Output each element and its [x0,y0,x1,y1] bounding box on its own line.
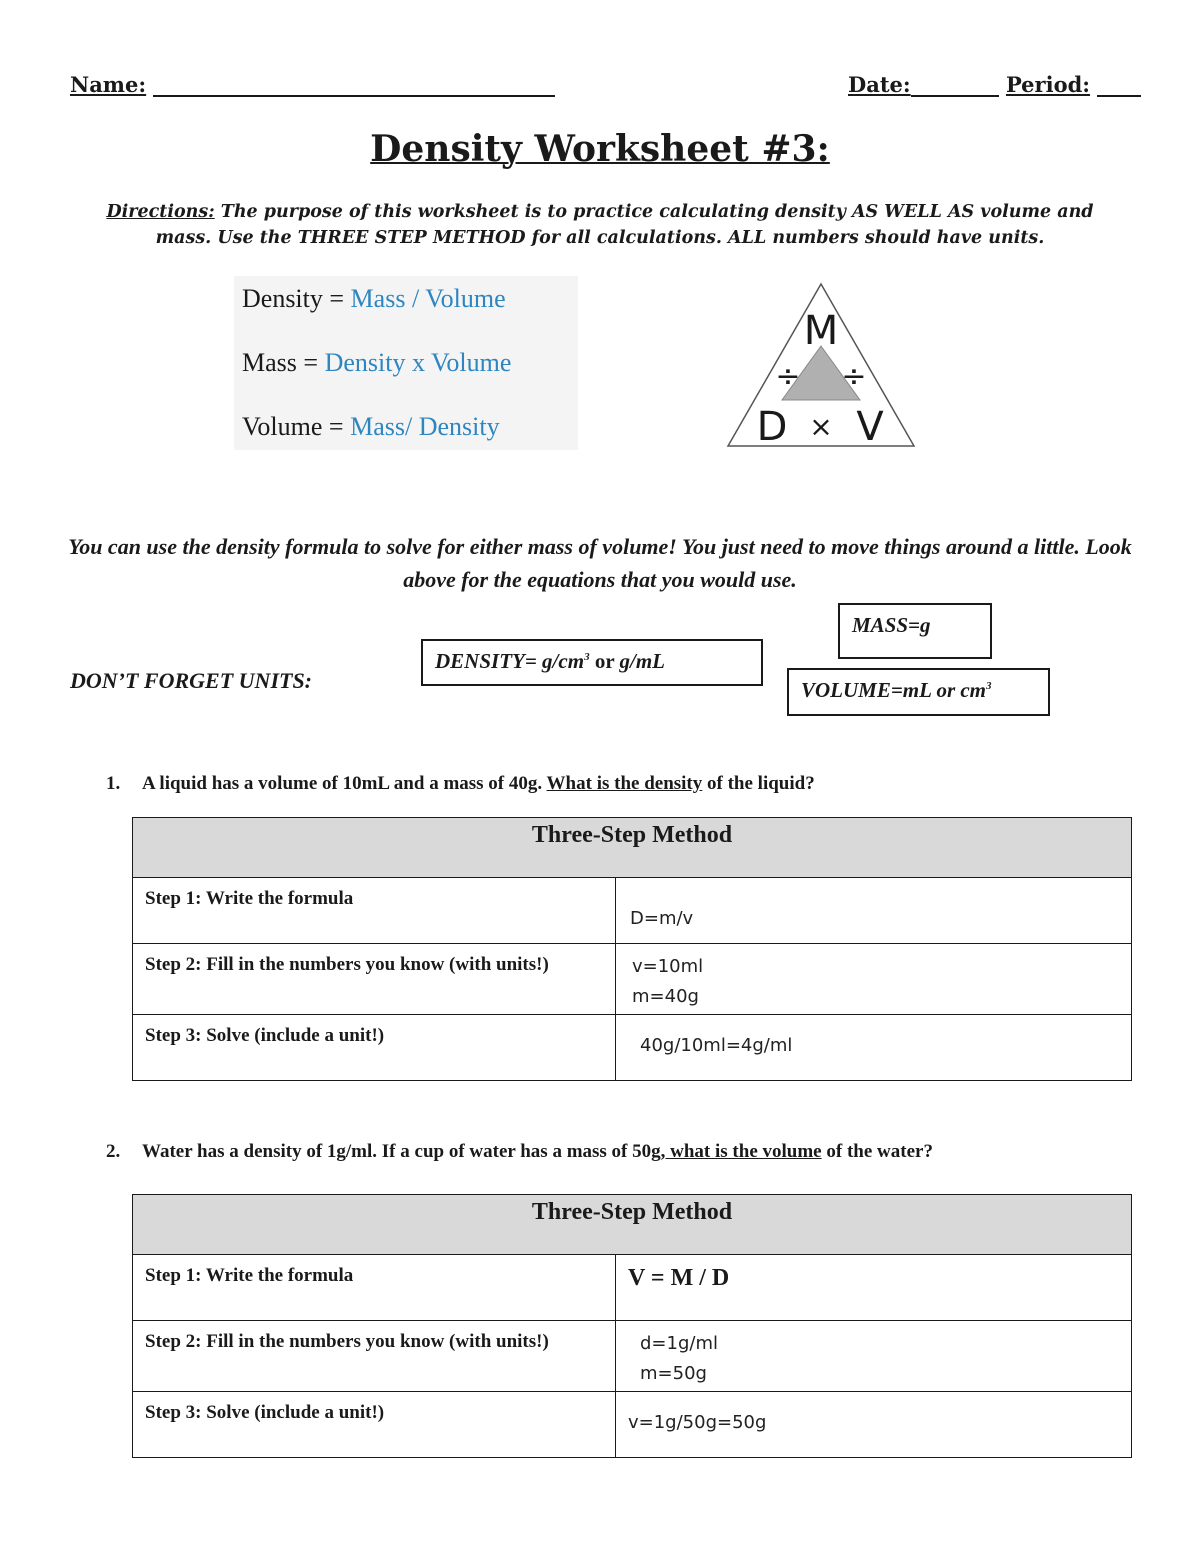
name-field [70,72,555,97]
density-formula-rhs: Mass / Volume [350,284,506,313]
volume-formula [242,412,500,442]
step-1-label: Step 1: Write the formula [133,1255,616,1321]
step-1-answer[interactable]: D=m/v [616,878,1132,944]
question-1-emphasis: What is the density [546,773,703,794]
volume-units-box [787,668,1050,716]
three-step-table-2 [132,1194,1132,1458]
mass-formula-lhs: Mass = [242,348,325,377]
name-label: Name: [70,72,147,97]
step-3-answer[interactable]: v=1g/50g=50g [616,1392,1132,1458]
density-units-or: or [589,649,620,673]
date-label: Date: [848,72,911,97]
density-formula-lhs: Density = [242,284,351,313]
triangle-v: V [856,404,884,450]
volume-formula-lhs: Volume = [242,412,351,441]
mass-units-box [838,603,992,659]
step-2-answer[interactable] [616,944,1132,1015]
table-row [133,1321,1132,1392]
table-row [133,1015,1132,1081]
note-text: You can use the density formula to solve for either mass of volume! You just need to move things around a little. Look above for the equations that you would use. [68,534,1132,592]
step-1-label: Step 1: Write the formula [133,878,616,944]
density-units-box [421,639,763,686]
question-2-emphasis: , what is the volume [660,1141,822,1162]
question-2-number: 2. [106,1141,121,1162]
question-1-number: 1. [106,773,121,794]
table-title: Three-Step Method [133,1195,1132,1255]
question-2-text: Water has a density of 1g/ml. If a cup of water has a mass of 50g [142,1141,661,1162]
name-blank[interactable] [153,75,555,97]
triangle-m: M [803,308,839,354]
step-2-answer-line-2: m=40g [632,986,699,1007]
step-2-label: Step 2: Fill in the numbers you know (with units!) [133,944,616,1015]
table-row [133,944,1132,1015]
step-2-label: Step 2: Fill in the numbers you know (with units!) [133,1321,616,1392]
mass-formula-rhs: Density x Volume [324,348,512,377]
mass-formula [242,348,511,378]
directions [80,199,1120,251]
table-row [133,878,1132,944]
page-title: Density Worksheet #3: [370,128,830,170]
triangle-d: D [756,404,788,450]
period-blank[interactable] [1097,75,1141,97]
directions-text: The purpose of this worksheet is to practice calculating density AS WELL AS volume and mass. Use the THREE STEP METHOD for all calculations. ALL numbers should have units. [155,202,1094,248]
date-blank[interactable] [911,75,999,97]
table-header-row [133,818,1132,878]
triangle-divide-right: ÷ [841,359,867,394]
table-header-row [133,1195,1132,1255]
mass-units-text: MASS=g [852,613,931,637]
step-2-answer-line-2: m=50g [640,1363,707,1384]
question-1 [106,773,815,795]
step-2-answer[interactable] [616,1321,1132,1392]
density-triangle-diagram [724,280,918,452]
step-1-answer[interactable]: V = M / D [616,1255,1132,1321]
question-2 [106,1141,933,1163]
directions-label: Directions: [106,202,215,222]
question-1-text: A liquid has a volume of 10mL and a mass of 40g. [142,773,547,794]
table-row [133,1392,1132,1458]
step-3-label: Step 3: Solve (include a unit!) [133,1392,616,1458]
step-3-label: Step 3: Solve (include a unit!) [133,1015,616,1081]
period-label: Period: [1005,72,1091,97]
step-2-answer-line-1: d=1g/ml [640,1333,718,1354]
step-3-answer[interactable]: 40g/10ml=4g/ml [616,1015,1132,1081]
triangle-times: × [809,410,833,443]
density-units-sup: 3 [584,651,590,663]
question-1-text-end: of the liquid? [702,773,815,794]
table-row [133,1255,1132,1321]
volume-units-text: VOLUME=mL or cm [801,678,987,702]
density-units-text: DENSITY= g/cm [435,649,585,673]
table-title: Three-Step Method [133,818,1132,878]
units-label: DON’T FORGET UNITS: [70,668,312,693]
density-formula [242,284,506,314]
date-period-field [848,72,1141,97]
density-units-ml: g/mL [619,649,666,673]
step-2-answer-line-1: v=10ml [632,956,704,977]
volume-formula-rhs: Mass/ Density [350,412,500,441]
volume-units-sup: 3 [986,680,992,692]
question-2-text-end: of the water? [821,1141,933,1162]
formula-panel [234,276,578,450]
three-step-table-1 [132,817,1132,1081]
triangle-divide-left: ÷ [775,359,801,394]
